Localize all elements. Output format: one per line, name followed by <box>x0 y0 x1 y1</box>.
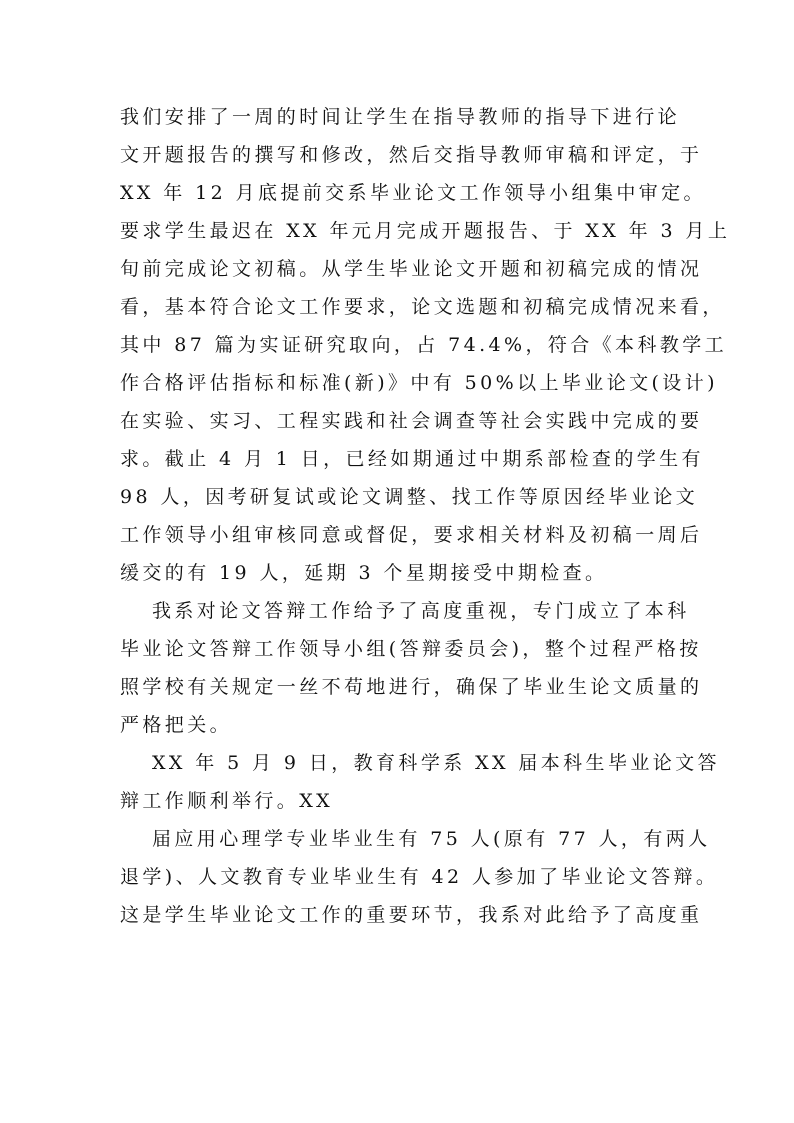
text-line: 看，基本符合论文工作要求，论文选题和初稿完成情况来看， <box>120 296 725 318</box>
text-line: 这是学生毕业论文工作的重要环节，我系对此给予了高度重 <box>120 904 703 926</box>
text-line: 毕业论文答辩工作领导小组(答辩委员会)，整个过程严格按 <box>120 638 702 660</box>
text-line: 求。截止 4 月 1 日，已经如期通过中期系部检查的学生有 <box>120 448 704 470</box>
text-line: 缓交的有 19 人，延期 3 个星期接受中期检查。 <box>120 562 608 584</box>
text-line: 文开题报告的撰写和修改，然后交指导教师审稿和评定，于 <box>120 144 703 166</box>
text-line: 在实验、实习、工程实践和社会调查等社会实践中完成的要 <box>120 410 703 432</box>
text-line: 要求学生最迟在 XX 年元月完成开题报告、于 XX 年 3 月上 <box>120 220 731 242</box>
paragraph-first-line: XX 年 5 月 9 日，教育科学系 XX 届本科生毕业论文答 <box>152 752 720 774</box>
text-line: 严格把关。 <box>120 714 233 736</box>
text-line: XX 年 12 月底提前交系毕业论文工作领导小组集中审定。 <box>120 182 706 204</box>
text-line: 98 人，因考研复试或论文调整、找工作等原因经毕业论文 <box>120 486 699 508</box>
text-line: 工作领导小组审核同意或督促，要求相关材料及初稿一周后 <box>120 524 703 546</box>
text-line: 辩工作顺利举行。XX <box>120 790 334 812</box>
text-line: 旬前完成论文初稿。从学生毕业论文开题和初稿完成的情况 <box>120 258 703 280</box>
text-line: 作合格评估指标和标准(新)》中有 50%以上毕业论文(设计) <box>120 372 718 394</box>
text-line: 其中 87 篇为实证研究取向，占 74.4%，符合《本科教学工 <box>120 334 728 356</box>
text-line: 退学)、人文教育专业毕业生有 42 人参加了毕业论文答辩。 <box>120 866 719 888</box>
text-line: 我们安排了一周的时间让学生在指导教师的指导下进行论 <box>120 106 681 128</box>
paragraph-first-line: 我系对论文答辩工作给予了高度重视，专门成立了本科 <box>152 600 690 622</box>
paragraph-first-line: 届应用心理学专业毕业生有 75 人(原有 77 人，有两人 <box>152 828 711 850</box>
text-line: 照学校有关规定一丝不苟地进行，确保了毕业生论文质量的 <box>120 676 703 698</box>
